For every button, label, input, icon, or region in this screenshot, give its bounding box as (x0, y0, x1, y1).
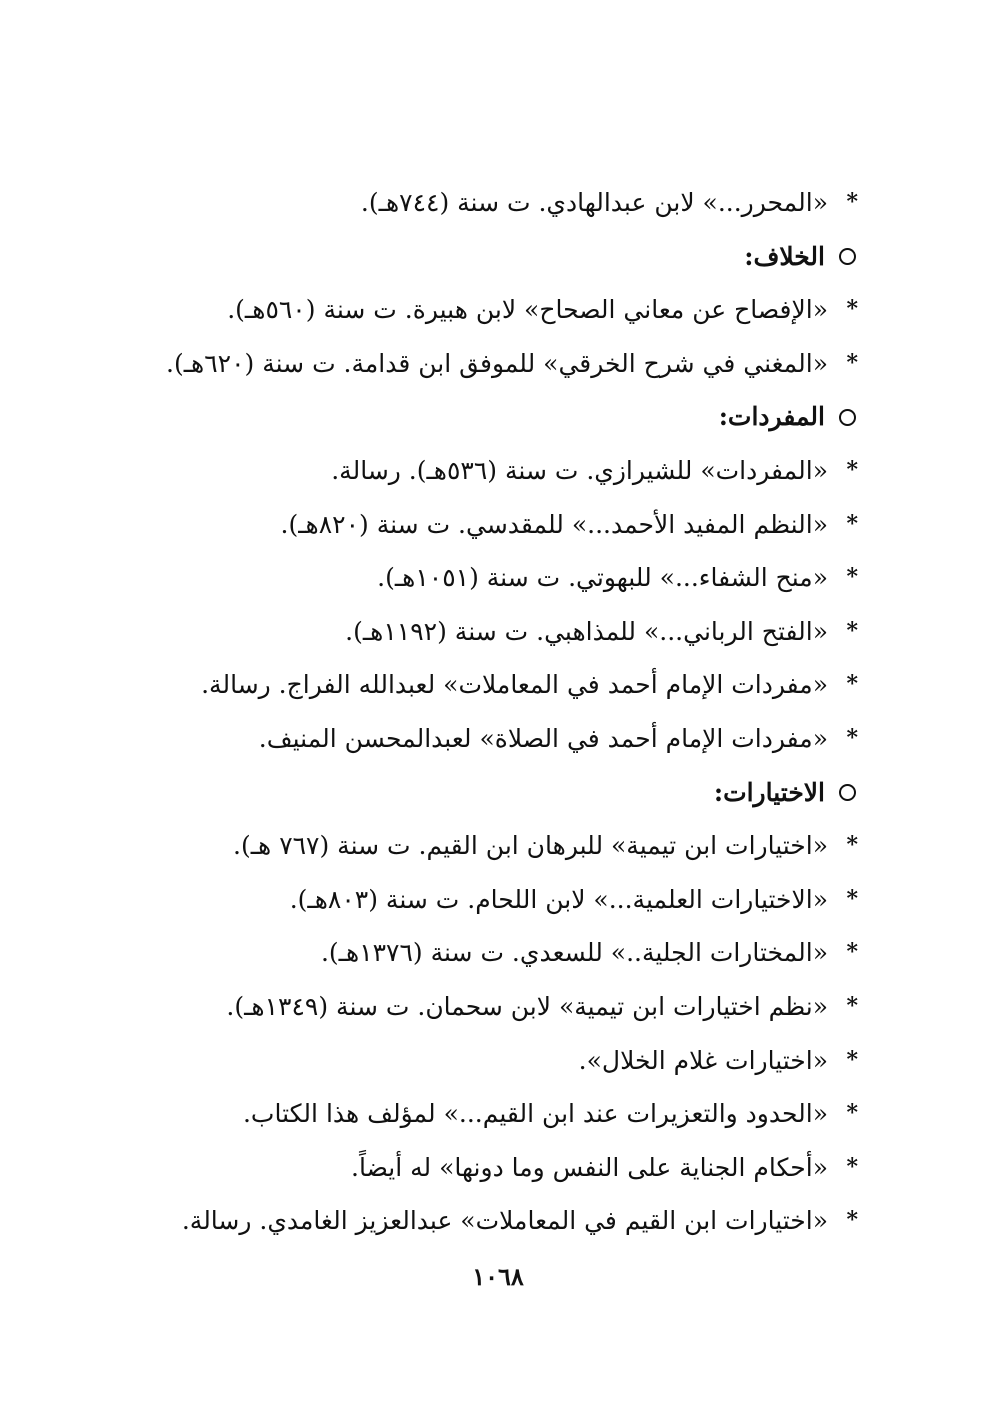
list-item (138, 551, 858, 605)
asterisk-bullet-icon: * (846, 510, 858, 537)
item-text: «الإفصاح عن معاني الصحاح» لابن هبيرة. ت سنة (٥٦٠هـ). (227, 295, 828, 325)
asterisk-bullet-icon: * (846, 885, 858, 912)
asterisk-bullet-icon: * (846, 296, 858, 323)
list-item (138, 1194, 858, 1248)
circle-bullet-icon (839, 409, 856, 426)
heading-text: الخلاف: (744, 241, 825, 271)
list-item (138, 498, 858, 552)
asterisk-bullet-icon: * (846, 349, 858, 376)
list-item (138, 283, 858, 337)
item-text: «المحرر...» لابن عبدالهادي. ت سنة (٧٤٤هـ). (360, 188, 828, 217)
list-item (138, 1141, 858, 1195)
list-item (138, 444, 858, 498)
asterisk-bullet-icon: * (846, 1207, 858, 1234)
asterisk-bullet-icon: * (846, 617, 858, 644)
asterisk-bullet-icon: * (846, 832, 858, 859)
list-item (138, 1087, 858, 1141)
content-list (138, 176, 858, 1248)
list-item (138, 658, 858, 712)
list-item (138, 926, 858, 980)
asterisk-bullet-icon: * (846, 1153, 858, 1180)
item-text: «النظم المفيد الأحمد...» للمقدسي. ت سنة (٨٢٠هـ). (280, 509, 828, 539)
section-heading (138, 390, 858, 444)
item-text: «الحدود والتعزيرات عند ابن القيم...» لمؤلف هذا الكتاب. (242, 1099, 828, 1129)
circle-bullet-icon (839, 248, 856, 265)
asterisk-bullet-icon: * (846, 189, 858, 215)
item-text: «الاختيارات العلمية...» لابن اللحام. ت سنة (٨٠٣هـ). (289, 884, 828, 914)
item-text: «المغني في شرح الخرقي» للموفق ابن قدامة. ت سنة (٦٢٠هـ). (166, 348, 828, 378)
asterisk-bullet-icon: * (846, 992, 858, 1019)
asterisk-bullet-icon: * (846, 564, 858, 591)
list-item (138, 873, 858, 927)
item-text: «اختيارات غلام الخلال». (578, 1045, 828, 1075)
item-text: «المختارات الجلية..» للسعدي. ت سنة (١٣٧٦هـ). (320, 938, 828, 968)
item-text: «مفردات الإمام أحمد في الصلاة» لعبدالمحسن المنيف. (258, 723, 828, 753)
item-text: «منح الشفاء...» للبهوتي. ت سنة (١٠٥١هـ). (377, 563, 828, 593)
asterisk-bullet-icon: * (846, 724, 858, 751)
item-text: «مفردات الإمام أحمد في المعاملات» لعبدالله الفراج. رسالة. (201, 670, 828, 700)
item-text: «اختيارات ابن تيمية» للبرهان ابن القيم. ت سنة (٧٦٧ هـ). (233, 831, 828, 861)
circle-bullet-icon (839, 784, 856, 801)
asterisk-bullet-icon: * (846, 456, 858, 483)
heading-text: الاختيارات: (713, 777, 825, 807)
list-item (138, 819, 858, 873)
asterisk-bullet-icon: * (846, 1100, 858, 1127)
page-number: ١٠٦٨ (472, 1262, 524, 1291)
item-text: «الفتح الرباني...» للمذاهبي. ت سنة (١١٩٢هـ). (345, 616, 828, 646)
list-item (138, 1034, 858, 1088)
item-text: «أحكام الجناية على النفس وما دونها» له أيضاً. (351, 1152, 828, 1182)
section-heading (138, 230, 858, 284)
list-item (138, 337, 858, 391)
item-text: «نظم اختيارات ابن تيمية» لابن سحمان. ت سنة (١٣٤٩هـ). (226, 991, 828, 1021)
list-item (138, 712, 858, 766)
item-text: «اختيارات ابن القيم في المعاملات» عبدالعزيز الغامدي. رسالة. (181, 1206, 828, 1236)
section-heading (138, 766, 858, 820)
list-item (138, 176, 858, 230)
item-text: «المفردات» للشيرازي. ت سنة (٥٣٦هـ). رسالة. (331, 455, 828, 485)
asterisk-bullet-icon: * (846, 939, 858, 966)
list-item (138, 605, 858, 659)
list-item (138, 980, 858, 1034)
asterisk-bullet-icon: * (846, 1046, 858, 1073)
heading-text: المفردات: (718, 402, 825, 432)
asterisk-bullet-icon: * (846, 671, 858, 698)
